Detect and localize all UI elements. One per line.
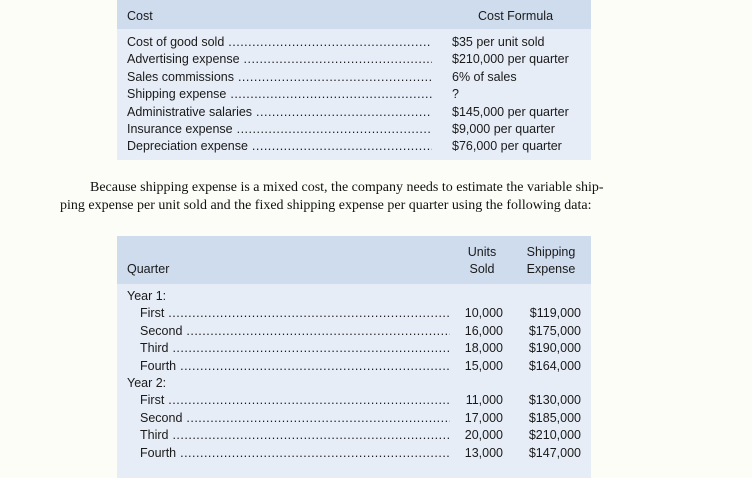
- cost-formula-column-header: Cost Formula: [478, 9, 554, 23]
- table-row: [117, 445, 591, 462]
- shipping-header-line-1: Shipping: [526, 245, 576, 259]
- quarter-label: Fourth .....: [140, 445, 450, 462]
- units-header-line-1: Units: [467, 245, 497, 259]
- quarter-label: First .....: [140, 305, 450, 322]
- quarter-label: Second .....: [140, 323, 450, 340]
- table-row: [117, 305, 591, 322]
- shipping-header-line-2: Expense: [526, 262, 576, 276]
- shipping-table-body: [117, 284, 591, 478]
- cost-label: Administrative salaries .....: [127, 104, 432, 121]
- cost-formula: $9,000 per quarter: [452, 121, 555, 136]
- shipping-expense-column-header: [521, 244, 581, 278]
- units-sold-value: 13,000: [464, 445, 503, 460]
- shipping-expense-value: $147,000: [528, 445, 581, 460]
- table-row: [117, 86, 591, 103]
- units-sold-value: 16,000: [464, 323, 503, 338]
- cost-table-body: [117, 29, 591, 160]
- cost-table-header: [117, 0, 591, 29]
- units-sold-value: 18,000: [464, 341, 503, 356]
- cost-formula: $35 per unit sold: [452, 35, 545, 49]
- shipping-expense-value: $130,000: [528, 393, 581, 408]
- table-row: [117, 34, 591, 51]
- paragraph-line-1: Because shipping expense is a mixed cost, the company needs to estimate the variable ship-: [90, 180, 604, 195]
- cost-label: Advertising expense .....: [127, 51, 432, 68]
- units-sold-column-header: [457, 244, 507, 278]
- shipping-data-table: [117, 236, 591, 478]
- table-row: [117, 138, 591, 155]
- units-sold-value: 20,000: [464, 428, 503, 443]
- cost-label: Cost of good sold .....: [127, 34, 432, 51]
- cost-formula: $76,000 per quarter: [452, 139, 562, 154]
- table-row: [117, 69, 591, 86]
- units-header-line-2: Sold: [469, 262, 495, 276]
- shipping-expense-value: $164,000: [528, 358, 581, 373]
- year-label: Year 2:: [127, 375, 167, 390]
- table-row: [117, 410, 591, 427]
- table-row: [117, 51, 591, 68]
- shipping-expense-value: $175,000: [528, 323, 581, 338]
- table-row: [117, 340, 591, 357]
- quarter-label: First .....: [140, 392, 450, 409]
- units-sold-value: 10,000: [464, 306, 503, 321]
- shipping-expense-value: $210,000: [528, 428, 581, 443]
- table-row: [117, 323, 591, 340]
- table-row: [117, 392, 591, 409]
- shipping-expense-value: $190,000: [528, 341, 581, 356]
- cost-formula: 6% of sales: [452, 69, 517, 84]
- year-label: Year 1:: [127, 289, 167, 303]
- paragraph-line-2: ping expense per unit sold and the fixed shipping expense per quarter using the following data:: [60, 198, 592, 213]
- units-sold-value: 15,000: [464, 358, 503, 373]
- cost-label: Insurance expense .....: [127, 121, 432, 138]
- cost-formula: $145,000 per quarter: [452, 104, 569, 119]
- quarter-label: Second .....: [140, 410, 450, 427]
- year-heading-row: [117, 288, 591, 305]
- units-sold-value: 11,000: [465, 393, 503, 408]
- cost-label: Sales commissions .....: [127, 69, 432, 86]
- cost-formula-table: [117, 0, 591, 160]
- table-row: [117, 358, 591, 375]
- table-row: [117, 121, 591, 138]
- table-row: [117, 104, 591, 121]
- cost-label: Shipping expense .....: [127, 86, 432, 103]
- cost-column-header: Cost: [127, 9, 153, 23]
- shipping-expense-value: $119,000: [529, 306, 581, 321]
- year-heading-row: [117, 375, 591, 392]
- cost-formula: $210,000 per quarter: [452, 52, 569, 67]
- quarter-label: Third .....: [140, 427, 450, 444]
- cost-label: Depreciation expense .....: [127, 138, 432, 155]
- cost-formula: ?: [452, 87, 459, 102]
- quarter-column-header: Quarter: [127, 262, 170, 276]
- table-row: [117, 427, 591, 444]
- body-paragraph: [60, 179, 700, 215]
- units-sold-value: 17,000: [464, 410, 503, 425]
- quarter-label: Fourth .....: [140, 358, 450, 375]
- shipping-table-header: [117, 236, 591, 284]
- shipping-expense-value: $185,000: [528, 410, 581, 425]
- quarter-label: Third .....: [140, 340, 450, 357]
